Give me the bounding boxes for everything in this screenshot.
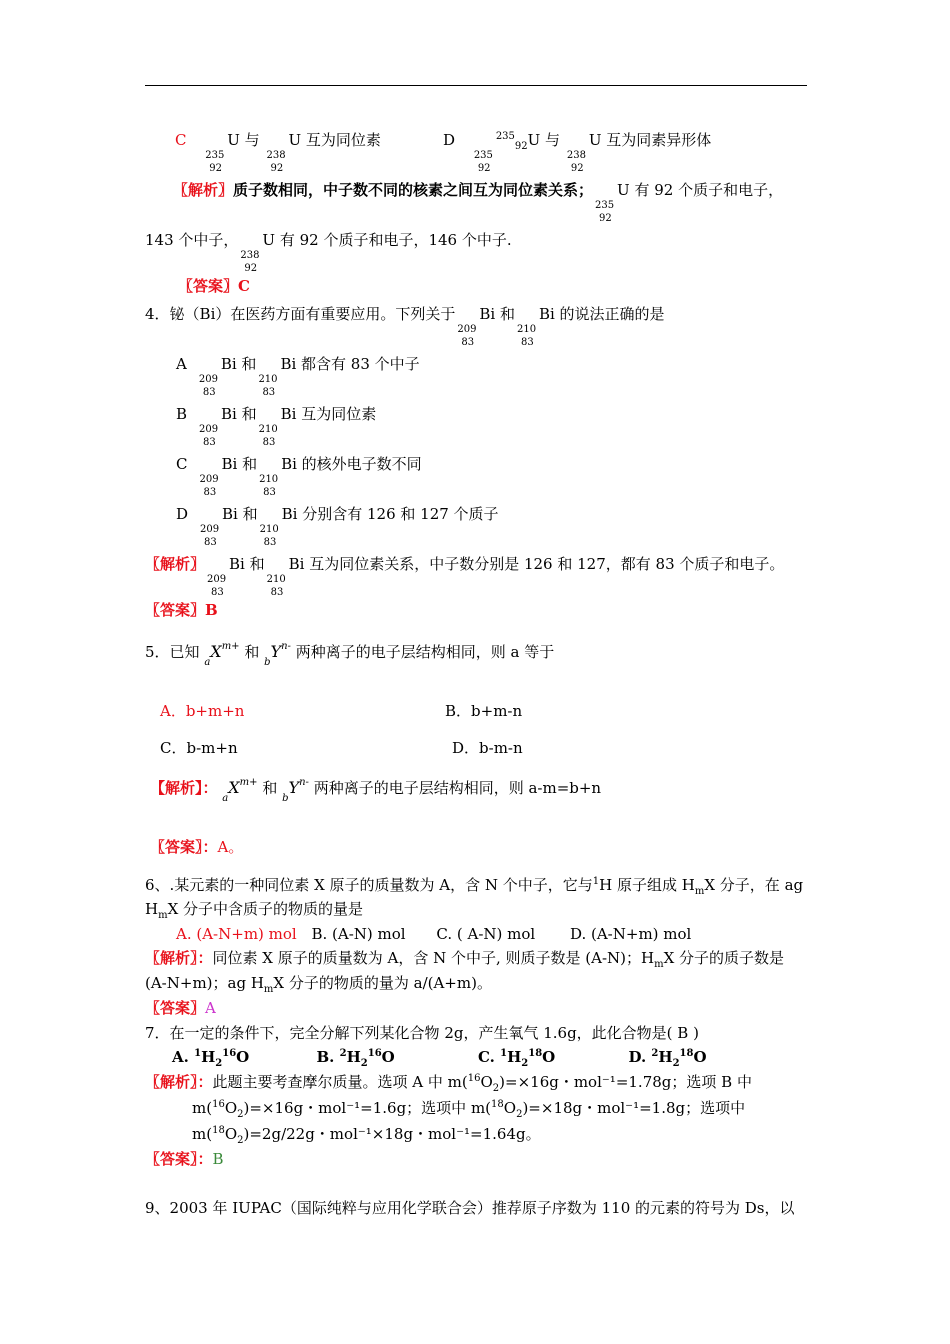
- q5-stem: 5．已知 $_aX^{m+}$ 和 $_bY^{n-}$ 两种离子的电子层结构相同，则 a 等于: [145, 641, 555, 668]
- q3-option-d: D 235 92 $^{235}_{92}$U 与 238 92 U 互为同素异形体: [443, 131, 712, 174]
- q9-stem: 9、2003 年 IUPAC（国际纯粹与应用化学联合会）推荐原子序数为 110 的元素的符号为 Ds，以: [145, 1199, 795, 1217]
- q6-stem-line2: $H_mX$ 分子中含质子的物质的量是: [145, 900, 364, 921]
- q4-option-c: C 209 83 Bi 和 210 83 Bi 的核外电子数不同: [176, 455, 422, 498]
- q6-stem-line1: 6、.某元素的一种同位素 X 原子的质量数为 A，含 N 个中子，它与$^1$H 原子组成 $H_mX$ 分子，在 ag: [145, 876, 804, 897]
- q4-answer: 〖答案〗B: [145, 601, 218, 619]
- q5-option-d: D．b-m-n: [452, 739, 523, 757]
- q5-option-b: B．b+m-n: [445, 702, 523, 720]
- q5-option-c: C．b-m+n: [160, 739, 238, 757]
- q5-answer: 〖答案〗：A。: [150, 838, 244, 856]
- q4-option-d: D 209 83 Bi 和 210 83 Bi 分别含有 126 和 127 个质子: [176, 505, 499, 548]
- q3-explanation-line2: 143 个中子， 238 92 U 有 92 个质子和电子，146 个中子.: [145, 231, 512, 274]
- q7-explanation-line2: $m(^{16}O_2)=\times 16g$・mol⁻¹=1.6g；选项中 $m(^{18}O_2)=\times 18g$・mol⁻¹=1.8g；选项中: [192, 1099, 746, 1120]
- q7-explanation-line1: 〖解析〗：此题主要考查摩尔质量。选项 A 中 $m(^{16}O_2)=\times 16g$・mol⁻¹=1.78g；选项 B 中: [145, 1073, 752, 1094]
- q7-options: A. $^1H_2^{16}O$ B. $^2H_2^{16}O$ C. $^1H_2^{18}O$ D. $^2H_2^{18}O$: [172, 1048, 707, 1069]
- q5-option-a: A．b+m+n: [160, 702, 245, 720]
- q5-explanation: 【解析】： $_aX^{m+}$ 和 $_bY^{n-}$ 两种离子的电子层结构相同，则 a-m=b+n: [150, 777, 602, 804]
- q4-option-b: B 209 83 Bi 和 210 83 Bi 互为同位素: [176, 405, 377, 448]
- q3-answer: 〖答案〗C: [178, 277, 250, 295]
- q6-explanation-line1: 〖解析〗：同位素 X 原子的质量数为 A，含 N 个中子, 则质子数是 (A-N)；$H_mX$ 分子的质子数是: [145, 949, 785, 970]
- q7-explanation-line3: $m(^{18}O_2)=2g/22g$・mol⁻¹×18g・mol⁻¹=1.64g。: [192, 1125, 541, 1146]
- q7-answer: 〖答案〗：B: [145, 1150, 224, 1168]
- q4-option-a: A 209 83 Bi 和 210 83 Bi 都含有 83 个中子: [176, 355, 420, 398]
- header-rule: [145, 85, 807, 86]
- q3-option-c: C 235 92 U 与 238 92 U 互为同位素: [175, 131, 381, 174]
- q4-explanation: 〖解析〗 209 83 Bi 和 210 83 Bi 互为同位素关系，中子数分别是 126 和 127，都有 83 个质子和电子。: [145, 555, 785, 598]
- q6-answer: 〖答案〗A: [145, 999, 216, 1017]
- q4-stem: 4．铋（Bi）在医药方面有重要应用。下列关于 209 83 Bi 和 210 83 Bi 的说法正确的是: [145, 305, 665, 348]
- q6-explanation-line2: (A-N+m)；ag $H_mX$ 分子的物质的量为 a/(A+m)。: [145, 974, 492, 995]
- q6-options: A. (A-N+m) mol B. (A-N) mol C. ( A-N) mol D. (A-N+m) mol: [176, 925, 692, 943]
- q3-explanation: 〖解析〗质子数相同，中子数不同的核素之间互为同位素关系； 235 92 U 有 92 个质子和电子，: [173, 181, 784, 224]
- q7-stem: 7．在一定的条件下，完全分解下列某化合物 2g，产生氧气 1.6g，此化合物是( B ): [145, 1024, 699, 1042]
